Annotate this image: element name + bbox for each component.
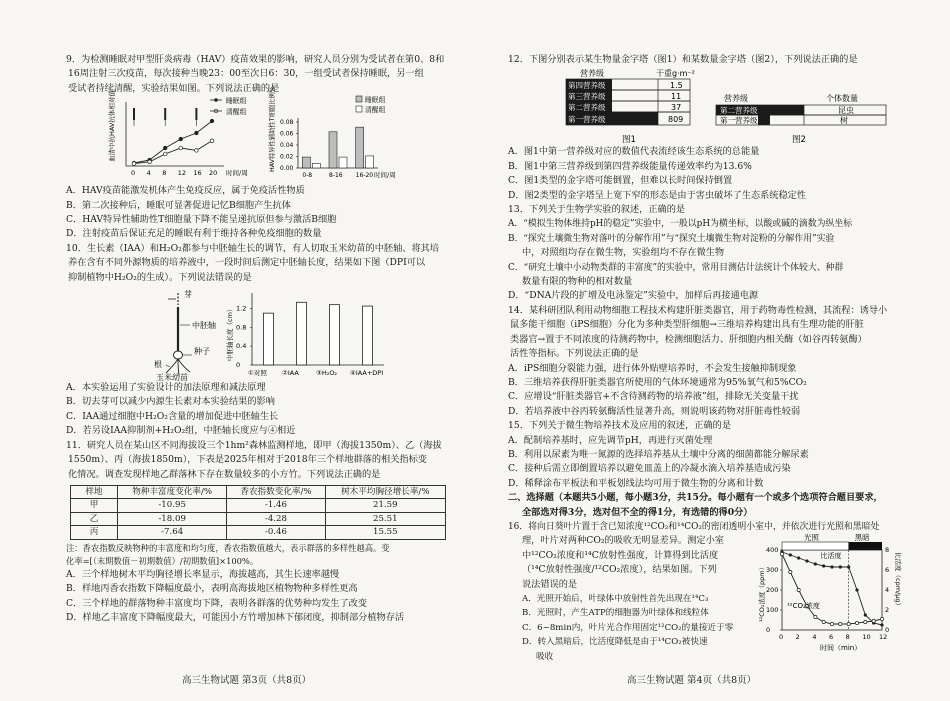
- pyramid2-level: 第一营养级: [720, 116, 758, 126]
- q9-line-2: 16周注射三次疫苗，每次接种当晚23：00至次日6：30，一组受试者保持睡眠，另一组: [68, 68, 424, 80]
- section-2-line-2: 全部选对得3分，选对但不全的得1分，有选错的得0分）: [522, 506, 753, 518]
- tick-label: 0.02: [280, 153, 294, 161]
- pyramid1-value: 1.5: [670, 81, 683, 91]
- co2-point: [789, 570, 792, 573]
- co2-point: [830, 622, 833, 625]
- activity-point: [839, 565, 842, 568]
- legend-label: 睡眠组: [226, 97, 247, 106]
- table-cell: -10.95: [118, 499, 227, 513]
- q11-line-2: 1550m）、丙（海拔1850m），下表是2025年相对于2018年三个样地群落的相关指标变: [68, 454, 427, 466]
- q11-line-3: 化情况。调查发现样地乙群落林下存在数量较多的小方竹。下列说法正确的是: [68, 468, 381, 480]
- activity-point: [789, 553, 792, 556]
- tick-label-left: 300: [766, 565, 779, 574]
- pyramid2-bar: [758, 115, 770, 125]
- activity-point: [855, 588, 858, 591]
- question-16: [508, 520, 902, 664]
- seedling-diagram: [154, 289, 216, 382]
- pyramid2-caption: 图2: [792, 135, 806, 146]
- q16-option-a: A．光照开始后，叶绿体中放射性首先出现在¹⁴C₃: [522, 594, 709, 604]
- axis-label: 血清中抗HAV抗体相对值: [108, 90, 116, 163]
- seedling-label-mesocotyl: 中胚轴: [192, 321, 216, 331]
- co2-point: [780, 552, 783, 555]
- q14-option-a: A．iPS细胞分裂能力强，进行体外贴壁培养时，不会发生接触抑制现象: [508, 362, 797, 374]
- right-column: [508, 53, 902, 664]
- question-15: [508, 419, 891, 491]
- pyramid2-col1: 营养级: [724, 94, 748, 104]
- activity-line: [782, 552, 882, 625]
- q10-figure-svg: [66, 285, 448, 381]
- q16-line-1: 16．将向日葵叶片置于含已知浓度¹²CO₂和¹⁴CO₂的密闭透明小室中，并依次进行光照和黑暗处: [508, 521, 880, 532]
- activity-point: [847, 565, 850, 568]
- series-label-co2: ¹²CO₂浓度: [787, 601, 820, 610]
- tick-label-left: 400: [766, 545, 779, 554]
- table-header: 树木平均胸径增长率/%: [325, 485, 445, 499]
- table-cell: -1.46: [227, 499, 325, 513]
- pyramid1-value: 11: [671, 92, 682, 102]
- q14-option-c: C．应增设“肝脏类器官+不含待测药物的培养液”组，排除无关变量干扰: [508, 391, 799, 403]
- table-cell: 25.51: [325, 512, 445, 526]
- sleep-point: [210, 119, 214, 123]
- pyramid1-value: 809: [668, 115, 684, 125]
- awake-point: [179, 146, 183, 150]
- pyramid1-level: 第一营养级: [568, 115, 606, 125]
- series-label-activity: 比活度: [820, 551, 842, 560]
- q10-option-b: B．切去芽可以减少内源生长素对本实验结果的影响: [66, 396, 275, 408]
- activity-point: [822, 564, 825, 567]
- q12-figures: [508, 67, 891, 145]
- sleep-point: [163, 146, 167, 150]
- tick-label: 0: [236, 361, 241, 370]
- bar-sleep: [302, 157, 310, 168]
- table-header: 样地: [71, 485, 118, 499]
- bar: [330, 305, 340, 365]
- awake-point: [210, 139, 214, 143]
- axis-label: 时间/周: [374, 171, 396, 180]
- q16-option-d: D．转入黑暗后，比活度降低是由于¹⁴CO₂被快速: [522, 637, 708, 648]
- tick-label-x: 12: [879, 632, 888, 641]
- q13-option-d: D．“DNA片段的扩增及电泳鉴定”实验中，加样后再接通电源: [508, 290, 759, 302]
- q10-option-a: A．本实验运用了实验设计的加法原理和减法原理: [66, 382, 266, 394]
- q11-table: [70, 485, 446, 540]
- question-12: [508, 53, 891, 203]
- section-2-header: [508, 491, 891, 520]
- q9-option-a: A．HAV疫苗能激发机体产生免疫反应，属于免疫活性物质: [66, 185, 305, 197]
- q10-option-d: D．若另设IAA抑制剂+H₂O₂组，中胚轴长度应与④相近: [66, 425, 296, 437]
- legend-label: 清醒组: [365, 106, 386, 115]
- tick-label: 0: [131, 169, 136, 178]
- pyramid1-level: 第二营养级: [568, 103, 606, 113]
- tick-label-left: 100: [766, 605, 779, 614]
- q13-line-1: 13．下列关于生物学实验的叙述，正确的是: [508, 204, 686, 216]
- q11-note-2: 化率=[（末期数值－初期数值）/初期数值]×100%。: [66, 555, 259, 566]
- question-10: [66, 242, 448, 439]
- q15-line-1: 15．下列关于微生物培养技术及应用的叙述，正确的是: [508, 420, 732, 432]
- q16-option-c: C．6~8min内，叶片光合作用固定¹²CO₂的量接近于零: [522, 622, 734, 633]
- table-cell: -0.46: [227, 526, 325, 540]
- pyramid2-col2: 个体数量: [826, 94, 858, 104]
- awake-line: [134, 141, 212, 164]
- legend-label: 清醒组: [226, 108, 247, 117]
- q14-line-4: 活性等指标。下列说法正确的是: [510, 348, 639, 360]
- q10-option-c: C．IAA通过细胞中H₂O₂含量的增加促进中胚轴生长: [66, 410, 279, 422]
- question-11: [66, 439, 448, 626]
- axis-label: 中胚轴长度（cm）: [226, 305, 234, 362]
- q15-option-d: D．稀释涂布平板法和平板划线法均可用于微生物的分离和计数: [508, 477, 764, 489]
- light-bar: [782, 542, 849, 550]
- co2-point: [822, 620, 825, 623]
- axis-label: 时间/周: [226, 169, 248, 178]
- pyramid1-value: 37: [671, 103, 682, 113]
- q9-fig1: [107, 90, 248, 177]
- seedling-label-bud: 芽: [184, 290, 192, 300]
- pyramid1-col2: 干重g·m⁻²: [656, 69, 695, 79]
- co2-point: [814, 615, 817, 618]
- q16-line-5: 说法错误的是: [522, 578, 578, 590]
- tick-label: 0.08: [280, 119, 294, 127]
- q10-figures: [66, 285, 448, 381]
- pyramid1-level: 第四营养级: [568, 81, 606, 91]
- q16-chart: [758, 532, 902, 664]
- q9-option-b: B．第二次接种后，睡眠可显著促进记忆B细胞产生抗体: [66, 199, 291, 211]
- left-column: [66, 53, 448, 626]
- tick-label: 16-20: [355, 172, 374, 180]
- section-2-line-1: 二、选择题（本题共5小题，每小题3分，共15分。每小题有一个或多个选项符合题目要求，: [508, 492, 883, 504]
- table-cell: -7.64: [118, 526, 227, 540]
- q16-line-3: 中¹²CO₂浓度和¹⁴C放射性强度，计算得到比活度: [522, 549, 719, 561]
- dark-bar: [849, 542, 882, 550]
- q14-line-1: 14．某科研团队利用动物细胞工程技术构建肝脏类器官，用于药物毒性检测，其流程：诱导小: [508, 304, 888, 316]
- activity-point: [797, 556, 800, 559]
- activity-point: [814, 562, 817, 565]
- tick-label: 12: [177, 169, 187, 178]
- q16-line-4: （¹⁴C放射性强度/¹²CO₂浓度），结果如图。下列: [522, 564, 717, 576]
- pyramid2-organism: 昆虫: [838, 106, 854, 116]
- sleep-point: [195, 131, 199, 135]
- table-cell: 15.55: [325, 526, 445, 540]
- q16-line-2: 理，叶片对两种CO₂的吸收无明显差异。测定小室: [522, 535, 724, 547]
- tick-label-right: 8: [885, 545, 890, 554]
- q13-option-b-cont: 中，对照组均存在微生物，实验组均不存在微生物: [522, 247, 725, 259]
- bar-awake: [339, 157, 347, 168]
- co2-point: [880, 617, 883, 620]
- tick-label: 0.04: [280, 142, 294, 150]
- q12-option-c: C．图1类型的金字塔可能倒置，但难以长时间保持倒置: [508, 175, 733, 187]
- table-cell: 21.59: [325, 499, 445, 513]
- q11-option-b: B．样地丙香农指数下降幅度最小，表明高海拔地区植物物种多样性更高: [66, 583, 358, 595]
- co2-point: [872, 619, 875, 622]
- tick-label-right: 6: [885, 565, 890, 574]
- q9-option-d: D．注射疫苗后保证充足的睡眠有利于维持各种免疫细胞的数量: [66, 228, 322, 240]
- co2-point: [855, 621, 858, 624]
- seedling-caption: 玉米幼苗: [156, 373, 188, 383]
- table-header: 香农指数变化率/%: [227, 485, 325, 499]
- tick-label-right: 2: [885, 605, 890, 614]
- q13-option-c-cont: 数量有限的物种的相对数量: [522, 276, 633, 288]
- bar-awake: [366, 156, 374, 168]
- seedling-label-root: 根: [154, 360, 162, 370]
- axis-label: HAV特异性辅助性T细胞比例%: [269, 86, 276, 173]
- question-14: [508, 304, 891, 419]
- co2-point: [797, 588, 800, 591]
- tick-label-x: 8: [845, 632, 850, 641]
- bar: [264, 313, 274, 365]
- tick-label-x: 10: [862, 632, 871, 641]
- table-cell: 甲: [71, 499, 118, 513]
- awake-point: [163, 152, 167, 156]
- bar-sleep: [329, 132, 337, 168]
- q12-option-a: A．图1中第一营养级对应的数值代表流经该生态系统的总能量: [508, 146, 760, 158]
- pyramid2-level: 第二营养级: [720, 106, 758, 116]
- awake-point: [195, 149, 199, 153]
- q9-line-1: 9．为检测睡眠对甲型肝炎病毒（HAV）疫苗效果的影响，研究人员分别为受试者在第0、8和: [66, 54, 445, 65]
- q13-option-c: C．“研究土壤中小动物类群的丰富度”的实验中，常用目测估计法统计个体较大、种群: [508, 262, 844, 273]
- tick-label: 0.4: [236, 342, 247, 351]
- bar: [363, 306, 373, 365]
- tick-label-x: 0: [779, 632, 784, 641]
- q12-option-d: D．图2类型的金字塔呈上宽下窄的形态是由于害虫破坏了生态系统稳定性: [508, 189, 807, 201]
- tick-label: 8: [162, 169, 167, 178]
- tick-label: 0.8: [236, 323, 247, 332]
- pyramid1-col1: 营养级: [580, 69, 604, 79]
- co2-point: [847, 622, 850, 625]
- q15-option-a: A．配制培养基时，应先调节pH，再进行灭菌处理: [508, 434, 713, 446]
- activity-point: [880, 623, 883, 626]
- tick-label: 20: [209, 169, 218, 178]
- q11-option-a: A．三个样地树木平均胸径增长率显示，海拔越高，其生长速率越慢: [66, 568, 340, 580]
- axis-label-left: ¹²CO₂浓度（ppm）: [758, 563, 766, 622]
- q12-figure-svg: [508, 67, 891, 145]
- q15-option-b: B．利用以尿素为唯一氮源的选择培养基从土壤中分离的细菌都能分解尿素: [508, 448, 809, 460]
- awake-point: [148, 160, 152, 164]
- category-label: ①对照: [248, 369, 267, 378]
- q11-note-1: 注：香农指数反映物种的丰富度和均匀度，香农指数值越大，表示群落的多样性越高。变: [66, 542, 390, 553]
- activity-point: [805, 559, 808, 562]
- q10-line-1: 10．生长素（IAA）和H₂O₂都参与中胚轴生长的调节，有人切取玉米幼苗的中胚轴、将其培: [66, 242, 440, 254]
- q11-line-1: 11．研究人员在某山区不同海拔设三个1hm²森林监测样地，即甲（海拔1350m）、乙（海拔: [66, 439, 442, 451]
- table-cell: 乙: [71, 512, 118, 526]
- q16-option-d-cont: 吸收: [536, 651, 554, 662]
- q14-line-2: 鼠多能干细胞（iPS细胞）分化为多种类型肝细胞→三维培养构建出具有生理功能的肝脏: [510, 319, 864, 331]
- tick-label-x: 2: [795, 632, 800, 641]
- table-header: 物种丰富度变化率/%: [118, 485, 227, 499]
- axis-label-right: 比活度（cpm/µg）: [894, 551, 902, 609]
- table-cell: -18.09: [118, 512, 227, 526]
- legend-label: 睡眠组: [365, 96, 386, 105]
- table-cell: 丙: [71, 526, 118, 540]
- table-row: [71, 526, 446, 540]
- table-header-row: [71, 485, 446, 499]
- bar-sleep: [356, 127, 364, 168]
- label-dark: 黑暗: [854, 532, 870, 542]
- tick-label: 4: [146, 169, 151, 178]
- table-row: [71, 512, 446, 526]
- number-pyramid: [716, 93, 886, 145]
- table-cell: -4.28: [227, 512, 325, 526]
- tick-label: 0.06: [280, 130, 294, 138]
- category-label: ②IAA: [282, 369, 299, 378]
- q15-option-c: C．接种后需立即倒置培养以避免皿盖上的冷凝水滴入培养基造成污染: [508, 463, 791, 475]
- question-13: [508, 203, 891, 304]
- tick-label-right: 0: [885, 625, 890, 634]
- tick-label: 8-16: [329, 172, 343, 180]
- label-light: 光照: [804, 532, 819, 542]
- activity-point: [864, 613, 867, 616]
- q13-option-b: B．“探究土壤微生物对落叶的分解作用”与“探究土壤微生物对淀粉的分解作用”实验: [508, 233, 835, 244]
- page-footer-right: 高三生物试题 第4页（共8页）: [627, 675, 757, 686]
- q14-line-3: 类器官→置于不同浓度的待测药物中，检测细胞活力、肝细胞内相关酶（如谷丙转氨酶）: [510, 333, 867, 345]
- tick-label-x: 4: [812, 632, 817, 641]
- category-label: ③H₂O₂: [316, 369, 338, 378]
- legend-swatch: [356, 106, 362, 112]
- seedling-label-seed: 种子: [194, 347, 210, 357]
- pyramid2-organism: 树: [840, 116, 848, 126]
- q9-option-c: C．HAV特异性辅助性T细胞量下降不能呈递抗原但参与激活B细胞: [66, 214, 337, 226]
- question-9: [66, 53, 448, 242]
- q13-option-a: A．“模拟生物体维持pH的稳定”实验中，一般以pH为横坐标，以酸或碱的滴数为纵坐标: [508, 219, 853, 230]
- tick-label-x: 6: [829, 632, 834, 641]
- tick-label-right: 4: [885, 585, 890, 594]
- q14-option-b: B．三维培养获得肝脏类器官所使用的气体环境通常为95%氧气和5%CO₂: [508, 376, 807, 388]
- q9-fig2: [267, 86, 396, 179]
- pyramid1-level: 第三营养级: [568, 92, 606, 102]
- activity-point: [830, 565, 833, 568]
- q10-line-2: 养在含有不同外源物质的培养液中，一段时间后测定中胚轴长度，结果如下图（DPI可以: [68, 257, 426, 269]
- tick-label: 16: [193, 169, 202, 178]
- bar-awake: [312, 164, 320, 169]
- co2-point: [839, 622, 842, 625]
- category-label: ④IAA+DPI: [350, 369, 384, 378]
- q12-line-1: 12．下图分别表示某生物量金字塔（图1）和某数量金字塔（图2），下列说法正确的是: [508, 54, 858, 65]
- page-footer-left: 高三生物试题 第3页（共8页）: [182, 675, 312, 686]
- q14-option-d: D．若培养液中谷丙转氨酶活性显著升高，则说明该药物对肝脏毒性较弱: [508, 405, 801, 417]
- axis-label-x: 时间（min）: [820, 643, 862, 652]
- q16-option-b: B．光照时，产生ATP的细胞器为叶绿体和线粒体: [522, 608, 709, 619]
- tick-label-left: 0: [766, 625, 771, 634]
- sleep-line: [134, 121, 212, 163]
- tick-label: 0-8: [302, 172, 313, 180]
- pyramid1-caption: 图1: [622, 135, 636, 146]
- tick-label-left: 200: [766, 585, 779, 594]
- biomass-pyramid: [566, 68, 695, 145]
- q16-text-block: [508, 534, 754, 664]
- bar: [297, 302, 307, 365]
- q11-option-c: C．三个样地的群落物种丰富度均下降，表明各群落的优势种均发生了改变: [66, 597, 368, 609]
- awake-point: [132, 162, 136, 166]
- tick-label: 1.2: [236, 304, 247, 313]
- tick-label: 0.00: [280, 165, 294, 173]
- co2-point: [864, 620, 867, 623]
- q11-option-d: D．样地乙丰富度下降幅度最大，可能因小方竹增加林下郁闭度，抑制部分植物存活: [66, 612, 405, 624]
- q10-bar-chart: [225, 293, 384, 377]
- table-row: [71, 499, 446, 513]
- q12-option-b: B．图1中第三营养级到第四营养级能量传递效率约为13.6%: [508, 160, 752, 172]
- sleep-point: [179, 137, 183, 141]
- q10-line-3: 抑制植物中H₂O₂的生成）。下列说法错误的是: [68, 271, 252, 283]
- legend-swatch: [356, 96, 362, 102]
- q9-line-3: 受试者持续清醒，实验结果如图。下列说法正确的是: [68, 82, 280, 94]
